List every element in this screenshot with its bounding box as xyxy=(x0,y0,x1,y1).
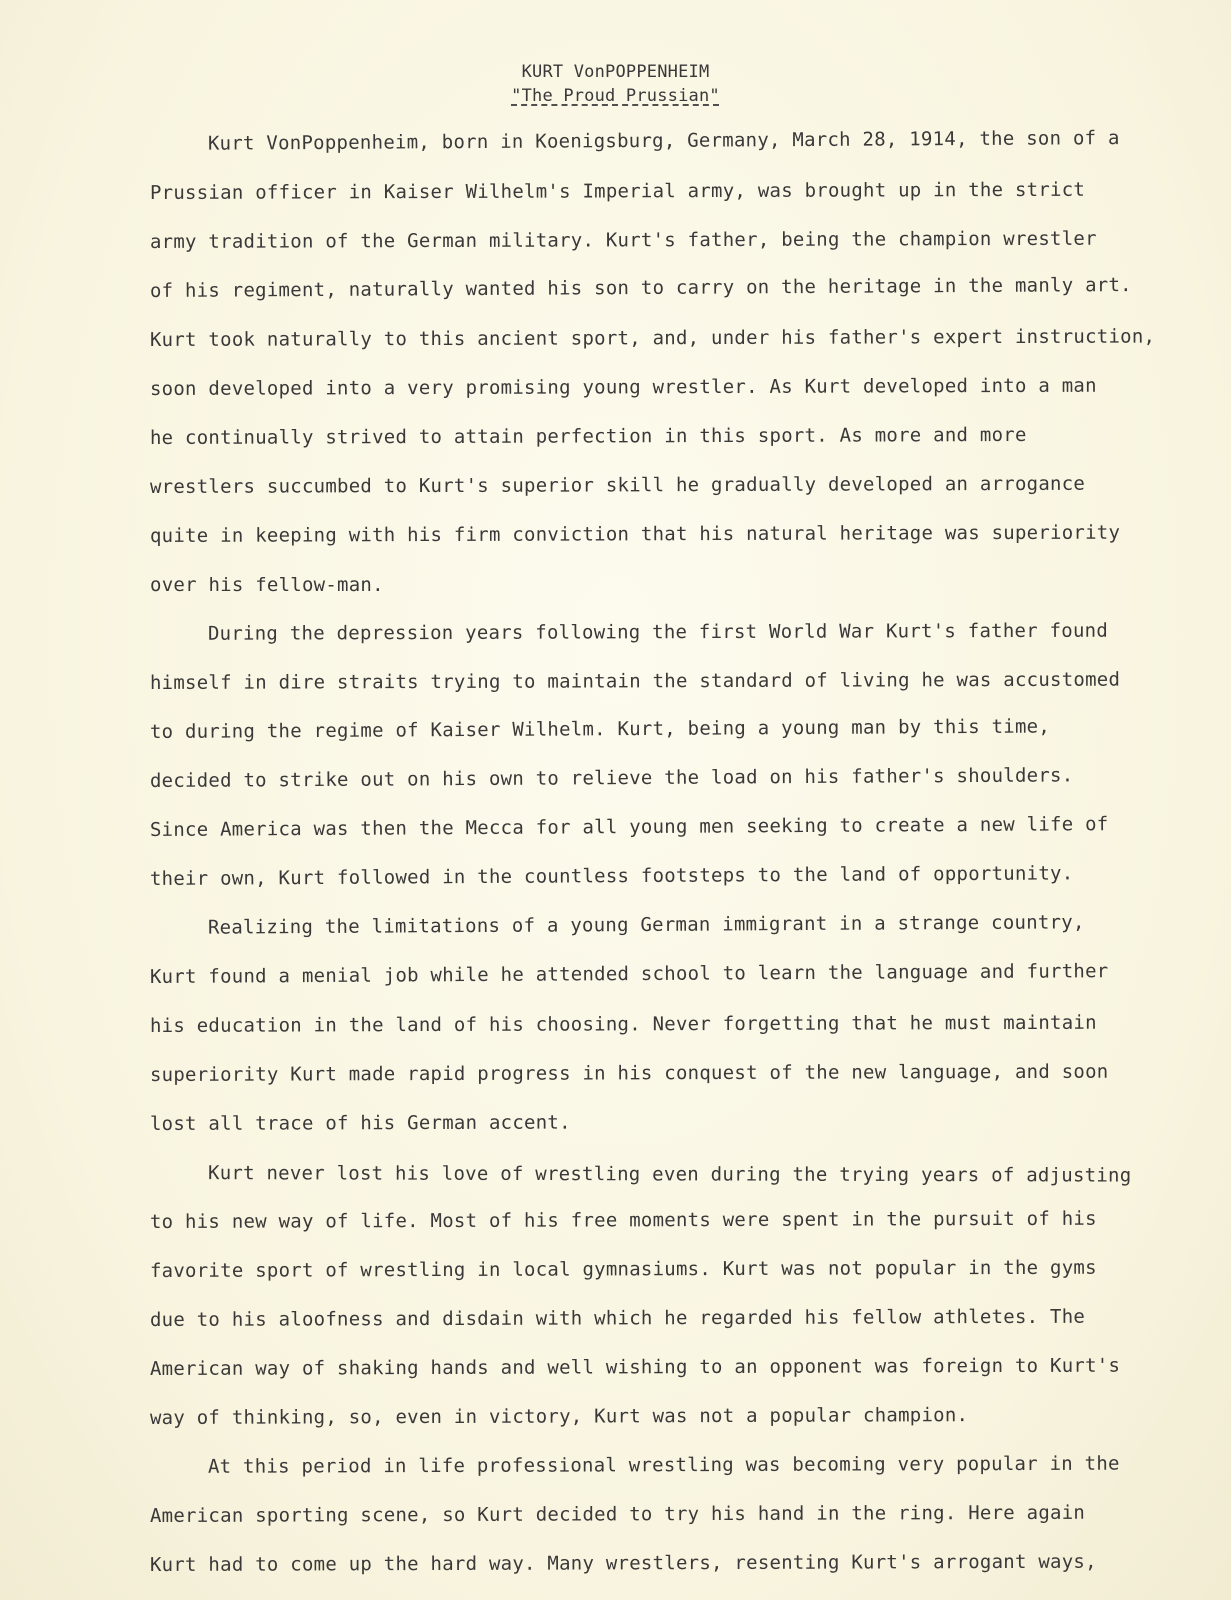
text-line: to during the regime of Kaiser Wilhelm. Kurt, being a young man by this time, xyxy=(149,715,1051,743)
text-line: decided to strike out on his own to relieve the load on his father's shoulders. xyxy=(149,764,1074,792)
text-line: Kurt took naturally to this ancient sport, and, under his father's expert instruction, xyxy=(149,325,1156,351)
text-line: himself in dire straits trying to maintain the standard of living he was accustomed xyxy=(149,668,1121,694)
text-line: to his new way of life. Most of his free moments were spent in the pursuit of his xyxy=(149,1207,1097,1233)
text-line: favorite sport of wrestling in local gymnasiums. Kurt was not popular in the gyms xyxy=(149,1256,1097,1282)
text-line: During the depression years following the first World War Kurt's father found xyxy=(207,619,1109,645)
text-line: Kurt found a menial job while he attended school to learn the language and further xyxy=(149,960,1109,988)
text-line: American sporting scene, so Kurt decided to try his hand in the ring. Here again xyxy=(149,1501,1086,1527)
text-line: soon developed into a very promising young wrestler. As Kurt developed into a man xyxy=(149,374,1097,400)
text-line: Prussian officer in Kaiser Wilhelm's Imperial army, was brought up in the strict xyxy=(149,178,1086,204)
text-line: wrestlers succumbed to Kurt's superior skill he gradually developed an arrogance xyxy=(149,472,1086,498)
text-line: Realizing the limitations of a young German immigrant in a strange country, xyxy=(207,911,1085,939)
text-line: quite in keeping with his firm conviction that his natural heritage was superiority xyxy=(149,521,1121,547)
text-line: of his regiment, naturally wanted his son to carry on the heritage in the manly art. xyxy=(149,274,1132,302)
document-header xyxy=(0,60,1231,108)
text-line: lost all trace of his German accent. xyxy=(149,1111,571,1135)
text-line: Kurt never lost his love of wrestling even during the trying years of adjusting xyxy=(207,1162,1132,1187)
text-line: Kurt VonPoppenheim, born in Koenigsburg, Germany, March 28, 1914, the son of a xyxy=(207,127,1120,155)
text-line: American way of shaking hands and well wishing to an opponent was foreign to Kurt's xyxy=(149,1354,1121,1380)
text-line: due to his aloofness and disdain with which he regarded his fellow athletes. The xyxy=(149,1305,1086,1331)
text-line: army tradition of the German military. Kurt's father, being the champion wrestler xyxy=(149,227,1097,253)
text-line: their own, Kurt followed in the countless footsteps to the land of opportunity. xyxy=(149,862,1074,890)
text-line: over his fellow-man. xyxy=(150,574,384,596)
text-line: way of thinking, so, even in victory, Kurt was not a popular champion. xyxy=(149,1404,969,1429)
document-body xyxy=(150,128,1190,1598)
text-line: he continually strived to attain perfection in this sport. As more and more xyxy=(149,423,1027,449)
document-title: KURT VonPOPPENHEIM xyxy=(521,62,710,82)
text-line: Kurt had to come up the hard way. Many wrestlers, resenting Kurt's arrogant ways, xyxy=(149,1550,1097,1576)
document-subtitle: "The Proud Prussian" xyxy=(511,86,720,106)
text-line: At this period in life professional wrestling was becoming very popular in the xyxy=(207,1452,1120,1478)
text-line: Since America was then the Mecca for all young men seeking to create a new life of xyxy=(149,813,1109,841)
text-line: superiority Kurt made rapid progress in his conquest of the new language, and soon xyxy=(149,1060,1109,1086)
text-line: his education in the land of his choosing. Never forgetting that he must maintain xyxy=(149,1011,1097,1037)
